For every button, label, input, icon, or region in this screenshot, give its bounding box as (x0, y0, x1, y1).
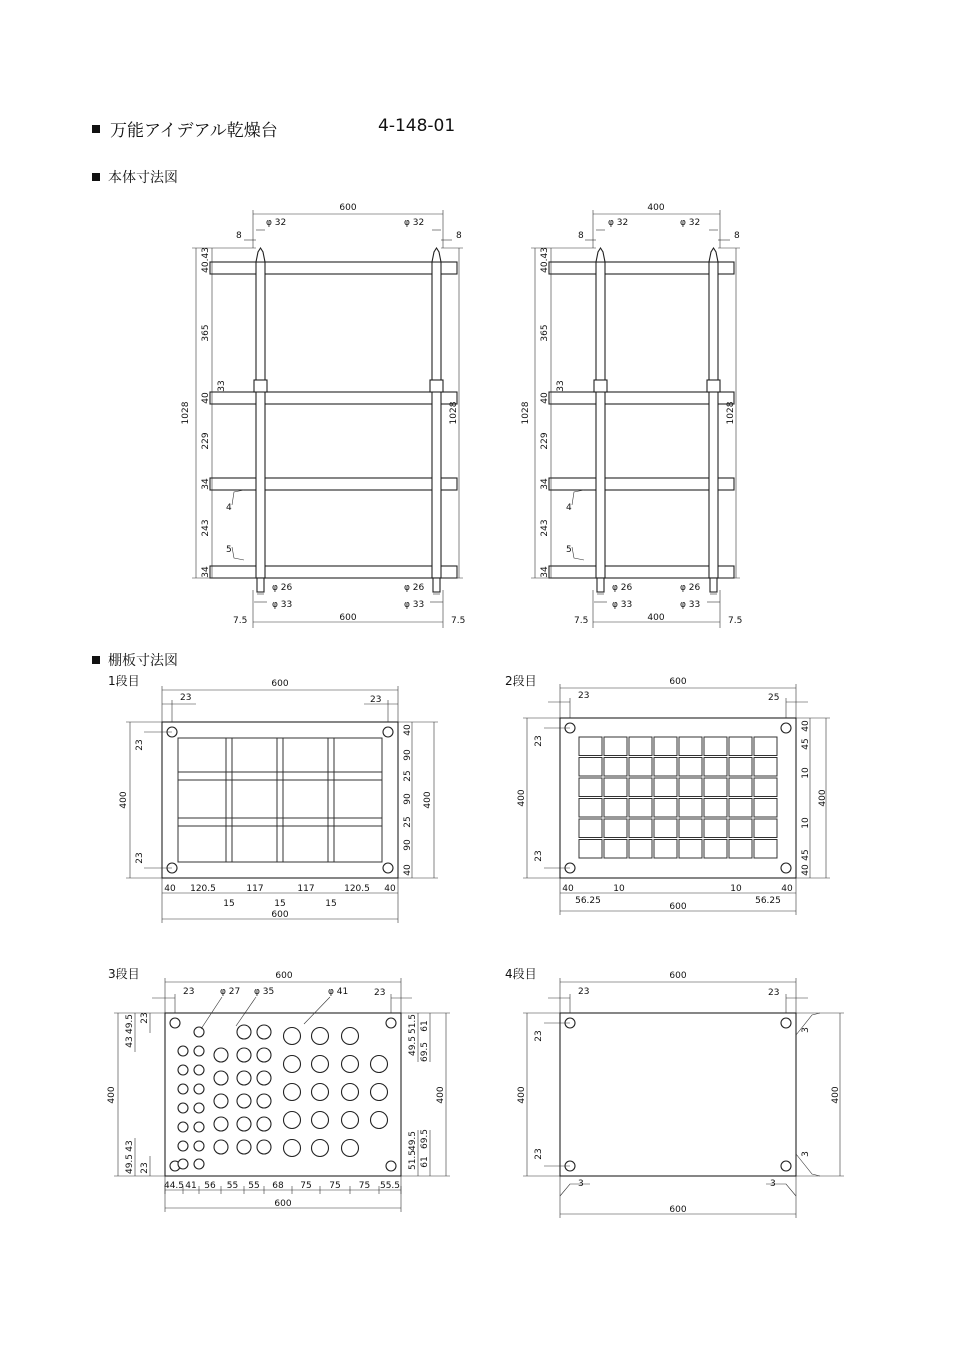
s3-hole-off-tr: 23 (374, 988, 386, 998)
shelf-3-hole (178, 1046, 188, 1056)
side-pole-right (709, 262, 718, 578)
side-weld-2: 5 (566, 545, 572, 555)
front-total-h-l: 1028 (181, 401, 191, 425)
section-body-dims-label: 本体寸法図 (108, 170, 178, 186)
front-foot-r (433, 578, 440, 592)
shelf-3-hole (194, 1159, 204, 1169)
s2-r5: 40 (801, 864, 811, 876)
s2-b0: 40 (562, 884, 574, 894)
side-total-h-l: 1028 (521, 401, 531, 425)
shelf-3-hole (178, 1122, 188, 1132)
s1-width-top: 600 (271, 679, 289, 689)
shelf-3-hole (178, 1084, 188, 1094)
s2-b3: 40 (781, 884, 793, 894)
s3-bottom-dim: 68 (272, 1181, 284, 1191)
shelf-3-hole (237, 1071, 251, 1085)
s3-hole-off-tl: 23 (183, 987, 195, 997)
front-dim-v3: 229 (201, 432, 211, 450)
side-total-h-r: 1028 (726, 401, 736, 425)
shelf-3-hole (194, 1103, 204, 1113)
shelf-3-hole (312, 1084, 329, 1101)
s2-r2: 10 (801, 767, 811, 779)
side-weld-1: 4 (566, 503, 572, 513)
s4-hole-off-tr: 23 (768, 988, 780, 998)
side-dim-v4: 34 (540, 478, 550, 490)
s1-hole-off-l1: 23 (135, 739, 145, 751)
s2-depth-r: 400 (818, 789, 828, 807)
shelf-1-plate (162, 722, 398, 878)
shelf-3-hole (237, 1117, 251, 1131)
s1-b0: 40 (164, 884, 176, 894)
shelf-3-hole (257, 1071, 271, 1085)
shelf-3-hole (194, 1141, 204, 1151)
s2-hole-off-tr: 25 (768, 693, 780, 703)
shelf-4-plan (517, 971, 844, 1218)
s3-r6: 61 (420, 1156, 430, 1168)
s2-r1: 45 (801, 738, 811, 750)
front-tip-l: 8 (236, 231, 242, 241)
s1-bar-2: 15 (274, 899, 286, 909)
product-code: 4-148-01 (378, 116, 456, 136)
s2-hole-off-l1: 23 (534, 735, 544, 747)
s2-hole-off-tl: 23 (578, 691, 590, 701)
s4-depth-l: 400 (517, 1086, 527, 1104)
s3-bottom-dim: 55.5 (379, 1181, 401, 1191)
s1-hole-off-l2: 23 (135, 852, 145, 864)
front-pole-left (256, 262, 265, 578)
s3-width-bottom: 600 (274, 1199, 292, 1209)
s4-depth-r: 400 (831, 1086, 841, 1104)
shelf-3-hole (178, 1141, 188, 1151)
shelf-3-hole (237, 1048, 251, 1062)
shelf-3-hole (284, 1028, 301, 1045)
s2-r3: 10 (801, 817, 811, 829)
side-dim-v5: 243 (540, 519, 550, 537)
shelf-3-hole (371, 1084, 388, 1101)
shelf-1-plan (119, 679, 438, 923)
front-phi-top-l: φ 32 (266, 218, 287, 228)
product-name: 万能アイデアル乾燥台 (110, 121, 278, 141)
side-view (521, 203, 742, 628)
s2-r4: 45 (801, 849, 811, 861)
shelf-3-hole (257, 1094, 271, 1108)
shelf-3-hole (214, 1140, 228, 1154)
shelf-3-hole (214, 1094, 228, 1108)
shelf-3-hole (257, 1025, 271, 1039)
s1-b4: 120.5 (344, 884, 370, 894)
s4-width-top: 600 (669, 971, 687, 981)
shelf-3-hole (312, 1028, 329, 1045)
s3-l3: 43 (125, 1140, 135, 1152)
s1-r2: 25 (403, 770, 413, 782)
shelf-3-hole (178, 1159, 188, 1169)
side-dim-v2: 40 (540, 392, 550, 404)
front-pole-right (432, 262, 441, 578)
s4-hole-off-tl: 23 (578, 987, 590, 997)
s3-bottom-dim: 75 (329, 1181, 341, 1191)
tier-2-label: 2段目 (505, 674, 537, 688)
front-shelf-2 (210, 392, 457, 404)
s2-r0: 40 (801, 720, 811, 732)
s1-r4: 25 (403, 816, 413, 828)
s4-corner-bl: 3 (578, 1179, 584, 1189)
shelf-3-hole (194, 1065, 204, 1075)
shelf-3-hole (257, 1140, 271, 1154)
shelf-3-hole (284, 1084, 301, 1101)
shelf-3-hole (178, 1103, 188, 1113)
s3-bottom-dim: 44.5 (163, 1181, 185, 1191)
side-phi-top-r: φ 32 (680, 218, 701, 228)
s3-depth-l: 400 (107, 1086, 117, 1104)
s3-bottom-dims (164, 1181, 401, 1194)
tier-4-label: 4段目 (505, 967, 537, 981)
s1-r5: 90 (403, 839, 413, 851)
side-phi-b1-l: φ 26 (612, 583, 633, 593)
shelf-3-hole (237, 1094, 251, 1108)
shelf-3-hole (312, 1112, 329, 1129)
s3-l0: 23 (140, 1012, 150, 1024)
front-foot-l (257, 578, 264, 592)
side-foot-off-r: 7.5 (728, 616, 743, 626)
front-phi-b1-l: φ 26 (272, 583, 293, 593)
front-weld-1: 4 (226, 503, 232, 513)
side-dim-v3: 229 (540, 432, 550, 450)
front-dim-v4: 34 (201, 478, 211, 490)
tier-1-label: 1段目 (108, 674, 140, 688)
s3-l5: 23 (140, 1162, 150, 1174)
shelf-3-hole (342, 1140, 359, 1157)
side-dim-v1: 365 (540, 324, 550, 342)
s1-r0: 40 (403, 724, 413, 736)
front-dim-v2: 40 (201, 392, 211, 404)
s4-hole-off-l2: 23 (534, 1148, 544, 1160)
s2-width-bottom: 600 (669, 902, 687, 912)
s1-r1: 90 (403, 749, 413, 761)
front-sleeve-dim: 33 (217, 380, 227, 392)
side-foot-off-l: 7.5 (574, 616, 589, 626)
front-width-top: 600 (339, 203, 357, 213)
s3-r7: 69.5 (420, 1128, 430, 1150)
shelf-3-hole (178, 1065, 188, 1075)
shelf-3-hole (342, 1056, 359, 1073)
front-shelf-1 (210, 262, 457, 274)
shelf-3-hole (312, 1056, 329, 1073)
s4-corner-tr: 3 (801, 1027, 811, 1033)
front-tip-left (256, 248, 265, 262)
front-phi-b2-l: φ 33 (272, 600, 293, 610)
shelf-3-plan (107, 971, 450, 1212)
front-total-h-r: 1028 (449, 401, 459, 425)
s1-bar-3: 15 (325, 899, 337, 909)
shelf-3-hole (194, 1046, 204, 1056)
side-tip-r: 8 (734, 231, 740, 241)
shelf-3-hole (257, 1048, 271, 1062)
side-phi-b2-r: φ 33 (680, 600, 701, 610)
s3-bottom-dim: 75 (358, 1181, 371, 1191)
s2-width-top: 600 (669, 677, 687, 687)
front-sleeve-l (254, 380, 267, 392)
s3-phi-35: φ 35 (254, 987, 275, 997)
shelf-3-hole (284, 1140, 301, 1157)
s1-r3: 90 (403, 793, 413, 805)
front-tip-right (432, 248, 441, 262)
s3-bottom-dim: 75 (300, 1181, 312, 1191)
s1-hole-off-tr: 23 (370, 695, 382, 705)
side-dim-v6: 34 (540, 566, 550, 578)
shelf-4-plate (560, 1013, 796, 1176)
shelf-3-hole (214, 1048, 228, 1062)
s2-hole-off-l2: 23 (534, 850, 544, 862)
shelf-3-plate (165, 1013, 401, 1176)
s3-width-top: 600 (275, 971, 293, 981)
front-sleeve-r (430, 380, 443, 392)
front-tip-r: 8 (456, 231, 462, 241)
tier-3-label: 3段目 (108, 967, 140, 981)
s4-corner-bb: 3 (770, 1179, 776, 1189)
s3-bottom-dim: 41 (185, 1181, 197, 1191)
s1-depth-r: 400 (423, 791, 433, 809)
front-dim-v6: 34 (201, 566, 211, 578)
s1-b5: 40 (384, 884, 396, 894)
s1-r6: 40 (403, 864, 413, 876)
s3-l1: 49.5 (125, 1013, 135, 1035)
s2-depth-l: 400 (517, 789, 527, 807)
front-foot-off-r: 7.5 (451, 616, 466, 626)
s3-r4: 51.5 (408, 1149, 418, 1171)
side-phi-b1-r: φ 26 (680, 583, 701, 593)
side-width-top: 400 (647, 203, 665, 213)
s1-b1: 120.5 (190, 884, 216, 894)
shelf-2-plan (517, 677, 830, 915)
front-shelf-3 (210, 478, 457, 490)
shelf-3-hole (214, 1117, 228, 1131)
s2-bl: 56.25 (575, 896, 601, 906)
s3-bottom-dim: 55 (248, 1181, 260, 1191)
s3-l2: 43 (125, 1036, 135, 1048)
front-dim-v5: 243 (201, 519, 211, 537)
shelf-3-hole (284, 1112, 301, 1129)
s2-b1: 10 (613, 884, 625, 894)
s3-bottom-dim: 55 (226, 1181, 239, 1191)
shelf-3-hole (257, 1117, 271, 1131)
front-view (181, 203, 465, 628)
shelf-3-hole (237, 1140, 251, 1154)
side-pole-left (596, 262, 605, 578)
s3-r3: 69.5 (420, 1041, 430, 1063)
side-phi-b2-l: φ 33 (612, 600, 633, 610)
s1-width-bottom: 600 (271, 910, 289, 920)
s4-corner-br: 3 (801, 1151, 811, 1157)
s1-bar-1: 15 (223, 899, 235, 909)
shelf-3-hole (284, 1056, 301, 1073)
front-phi-b2-r: φ 33 (404, 600, 425, 610)
s3-r1: 49.5 (408, 1035, 418, 1057)
s3-r0: 51.5 (408, 1013, 418, 1035)
side-width-bottom: 400 (647, 613, 665, 623)
front-shelf-4 (210, 566, 457, 578)
s3-l4: 49.5 (125, 1153, 135, 1175)
s4-width-bottom: 600 (669, 1205, 687, 1215)
s3-bottom-dim: 56 (204, 1181, 216, 1191)
shelf-3-hole (194, 1084, 204, 1094)
front-phi-top-r: φ 32 (404, 218, 425, 228)
shelf-3-hole (237, 1025, 251, 1039)
s3-depth-r: 400 (436, 1086, 446, 1104)
shelf-3-hole (194, 1027, 204, 1037)
s1-b2: 117 (246, 884, 264, 894)
shelf-3-hole (312, 1140, 329, 1157)
shelf-3-hole (371, 1112, 388, 1129)
s1-b3: 117 (297, 884, 315, 894)
s3-r5: 49.5 (408, 1130, 418, 1152)
shelf-3-hole (342, 1028, 359, 1045)
s4-hole-off-l1: 23 (534, 1030, 544, 1042)
front-weld-2: 5 (226, 545, 232, 555)
section-shelf-dims-label: 棚板寸法図 (108, 653, 178, 669)
side-sleeve-dim: 33 (556, 380, 566, 392)
shelf-3-hole (342, 1112, 359, 1129)
s3-phi-41: φ 41 (328, 987, 349, 997)
s2-br: 56.25 (755, 896, 781, 906)
s2-b2: 10 (730, 884, 742, 894)
front-foot-off-l: 7.5 (233, 616, 248, 626)
s1-hole-off-tl: 23 (180, 693, 192, 703)
s3-phi-27: φ 27 (220, 987, 241, 997)
front-dim-v0: 40.43 (201, 247, 211, 273)
side-phi-top-l: φ 32 (608, 218, 629, 228)
side-tip-l: 8 (578, 231, 584, 241)
s1-depth-l: 400 (119, 791, 129, 809)
side-dim-v0: 40.43 (540, 247, 550, 273)
front-width-bottom: 600 (339, 613, 357, 623)
shelf-3-hole (214, 1071, 228, 1085)
front-dim-v1: 365 (201, 324, 211, 342)
shelf-3-hole (371, 1056, 388, 1073)
front-phi-b1-r: φ 26 (404, 583, 425, 593)
shelf-3-hole (342, 1084, 359, 1101)
shelf-3-hole (194, 1122, 204, 1132)
s3-r2: 61 (420, 1020, 430, 1032)
